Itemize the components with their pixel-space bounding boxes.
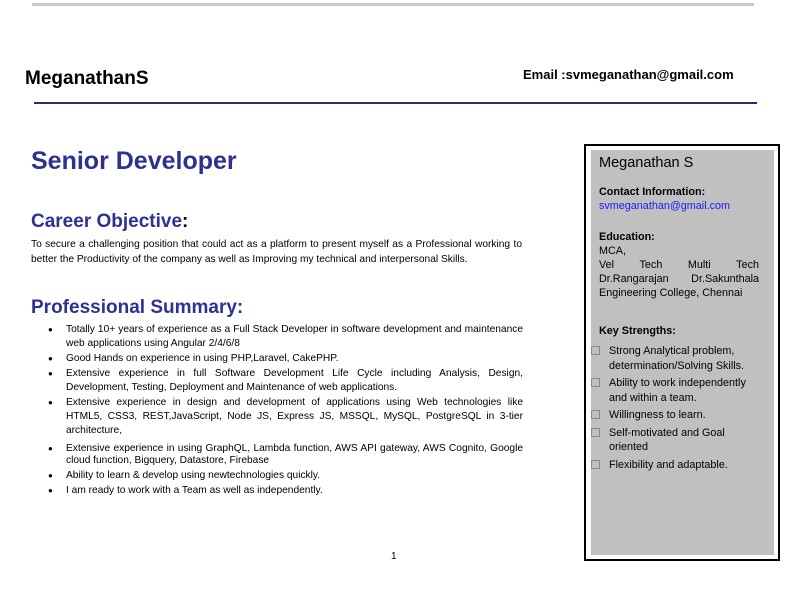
- header-email: Email :svmeganathan@gmail.com: [523, 67, 734, 82]
- key-strengths-heading: Key Strengths:: [599, 325, 676, 337]
- career-objective-heading: [31, 211, 188, 233]
- education-word: Tech: [639, 259, 663, 271]
- contact-email-link[interactable]: svmeganathan@gmail.com: [599, 200, 730, 212]
- education-heading: Education:: [599, 231, 655, 243]
- strength-item: [591, 426, 759, 455]
- contact-heading: Contact Information:: [599, 186, 706, 198]
- checkbox-icon: [591, 378, 600, 387]
- page-number: 1: [391, 551, 397, 562]
- key-strengths-list: [591, 344, 759, 472]
- career-objective-text: To secure a challenging position that could act as a platform to present myself as a Professional working to better the Productivity of the company as well as Improving my technical and interpersonal Skills.: [31, 239, 522, 265]
- summary-item: ● I am ready to work with a Team as well as independently.: [48, 484, 523, 498]
- summary-item: ● Extensive experience in using GraphQL, Lambda function, AWS API gateway, AWS Cognito, Google cloud function, Bigquery, Datastore, Firebase: [48, 443, 523, 467]
- education-block: [599, 230, 759, 300]
- strength-item: [591, 376, 759, 405]
- header-divider: [34, 102, 757, 104]
- sidebar-name: Meganathan S: [599, 155, 694, 171]
- strength-text: Self-motivated and Goal oriented: [609, 426, 725, 453]
- education-word: Vel: [599, 259, 615, 271]
- summary-item: ● Extensive experience in design and development of applications using Web technologies like HTML5, CSS3, REST,JavaScript, Node JS, Express JS, MSSQL, MySQL, PostgreSQL in 3-tier architecture,: [48, 396, 523, 438]
- professional-summary-heading: Professional Summary:: [31, 297, 244, 318]
- strength-text: Strong Analytical problem, determination/Solving Skills.: [609, 345, 745, 372]
- education-word: Tech: [736, 259, 759, 271]
- strength-item: [591, 458, 759, 473]
- career-objective-heading-colon: :: [182, 211, 189, 232]
- education-college-line: Engineering College, Chennai: [599, 287, 743, 299]
- summary-item: ● Good Hands on experience in using PHP,Laravel, CakePHP.: [48, 352, 523, 366]
- education-word: Dr.Rangarajan: [599, 273, 669, 285]
- career-objective-heading-text: Career Objective: [31, 211, 183, 232]
- checkbox-icon: [591, 346, 600, 355]
- education-college-line: [599, 272, 759, 286]
- checkbox-icon: [591, 410, 600, 419]
- strength-item: [591, 344, 759, 373]
- checkbox-icon: [591, 460, 600, 469]
- job-title: Senior Developer: [31, 147, 237, 175]
- summary-item: ● Extensive experience in full Software Development Life Cycle including Analysis, Design, Development, Testing, Deployment and Maintenance of web applications.: [48, 367, 523, 395]
- education-word: Dr.Sakunthala: [691, 273, 759, 285]
- education-degree: MCA,: [599, 245, 626, 257]
- checkbox-icon: [591, 428, 600, 437]
- strength-text: Ability to work independently and within a team.: [609, 377, 746, 404]
- education-word: Multi: [687, 259, 711, 271]
- strength-item: [591, 408, 759, 423]
- professional-summary-list: [48, 323, 523, 499]
- sidebar-panel: [591, 150, 774, 555]
- summary-item: ● Ability to learn & develop using newtechnologies quickly.: [48, 469, 523, 483]
- header-name: MeganathanS: [25, 68, 149, 89]
- strength-text: Flexibility and adaptable.: [609, 458, 728, 471]
- summary-item: ● Totally 10+ years of experience as a Full Stack Developer in software development and maintenance web applications using Angular 2/4/6/8: [48, 323, 523, 351]
- strength-text: Willingness to learn.: [609, 409, 706, 421]
- top-rule: [32, 3, 754, 6]
- education-college-line: [599, 258, 759, 272]
